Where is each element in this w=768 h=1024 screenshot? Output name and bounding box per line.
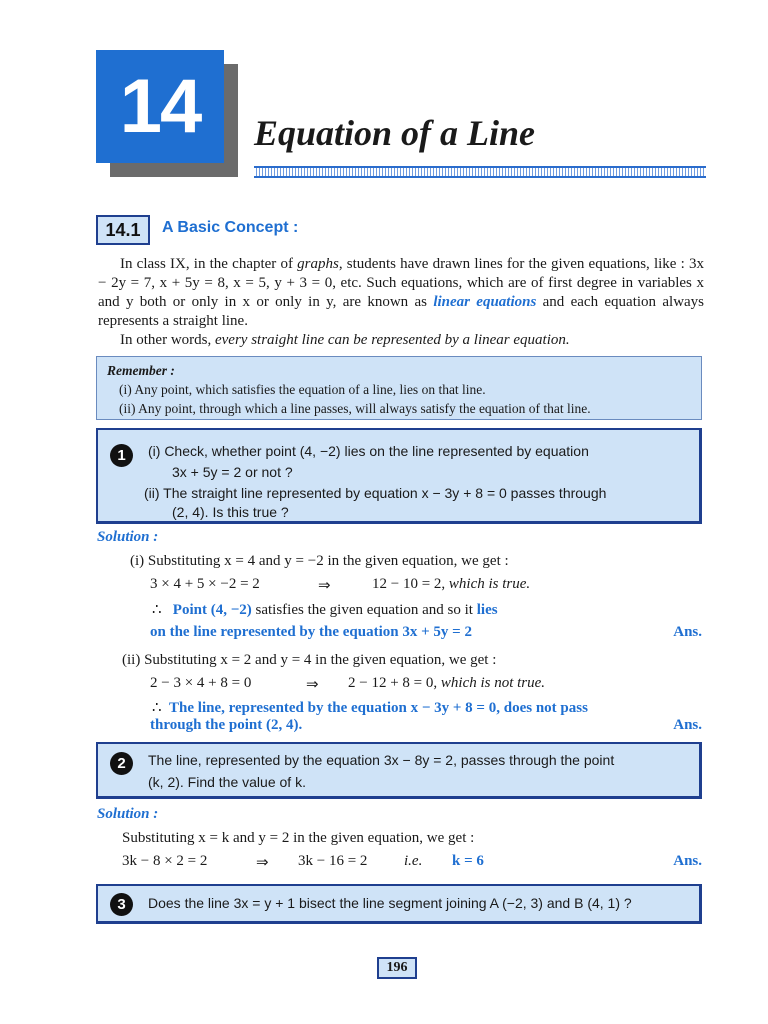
section-number: 14.1 bbox=[96, 215, 150, 245]
chapter-number: 14 bbox=[119, 64, 201, 149]
solution-line: (ii) Substituting x = 2 and y = 4 in the given equation, we get : bbox=[122, 652, 497, 668]
question-number-badge: 1 bbox=[110, 444, 133, 467]
implies-symbol: ⇒ bbox=[256, 855, 269, 871]
solution-heading: Solution : bbox=[97, 806, 159, 822]
section-title: A Basic Concept : bbox=[162, 219, 299, 236]
question-1-box bbox=[96, 428, 702, 524]
question-1-line: (i) Check, whether point (4, −2) lies on the line represented by equation bbox=[148, 443, 589, 459]
solution-italic: which is true. bbox=[448, 576, 531, 592]
implies-symbol: ⇒ bbox=[318, 578, 331, 594]
question-3-box bbox=[96, 884, 702, 924]
answer-label: Ans. bbox=[673, 624, 702, 640]
question-3-line: Does the line 3x = y + 1 bisect the line segment joining A (−2, 3) and B (4, 1) ? bbox=[148, 895, 632, 911]
solution-conclusion: on the line represented by the equation 3x + 5y = 2 bbox=[150, 624, 472, 640]
solution-line: Substituting x = k and y = 2 in the given equation, we get : bbox=[122, 830, 475, 846]
question-2-box bbox=[96, 742, 702, 799]
remember-item: (i) Any point, which satisfies the equation of a line, lies on that line. bbox=[119, 382, 486, 397]
linear-equations-term: linear equations bbox=[433, 294, 537, 310]
solution-conclusion: The line, represented by the equation x − 3y + 8 = 0, does not pass bbox=[169, 700, 588, 716]
solution-highlight: Point (4, −2) bbox=[172, 602, 252, 618]
solution-highlight: lies bbox=[476, 602, 498, 618]
question-2-line: The line, represented by the equation 3x − 8y = 2, passes through the point bbox=[148, 752, 615, 768]
implies-symbol: ⇒ bbox=[306, 677, 319, 693]
solution-line bbox=[372, 576, 530, 593]
remember-item: (ii) Any point, through which a line passes, will always satisfy the equation of that line. bbox=[119, 401, 591, 416]
therefore-symbol: ∴ bbox=[152, 602, 162, 618]
solution-heading: Solution : bbox=[97, 529, 159, 545]
intro-paragraph-2 bbox=[98, 331, 704, 350]
solution-text: satisfies the given equation and so it bbox=[251, 602, 477, 618]
intro-text-b: , students have drawn lines for the given equations, like : 3x − 2y = 7, x + 5y = 8, x = 5, y + 3 = 0, etc. Such equations, which are of first degree in variables x and y both or only in x or only in y, are known as bbox=[98, 256, 704, 310]
solution-result: k = 6 bbox=[452, 853, 484, 869]
intro-p2-b: every straight line can be represented by a linear equation. bbox=[214, 332, 570, 348]
solution-line bbox=[348, 675, 545, 692]
answer-label: Ans. bbox=[673, 717, 702, 733]
solution-italic: which is not true. bbox=[440, 675, 546, 691]
solution-line bbox=[152, 600, 498, 619]
solution-line: (i) Substituting x = 4 and y = −2 in the given equation, we get : bbox=[130, 553, 509, 569]
chapter-number-box bbox=[96, 50, 224, 163]
question-number-badge: 3 bbox=[110, 893, 133, 916]
solution-line: 2 − 3 × 4 + 8 = 0 bbox=[150, 675, 252, 691]
intro-graphs: graphs bbox=[297, 256, 339, 272]
remember-box bbox=[96, 356, 702, 420]
solution-text: i.e. bbox=[404, 853, 423, 869]
solution-text: 2 − 12 + 8 = 0, bbox=[348, 675, 441, 691]
solution-line bbox=[152, 698, 588, 717]
intro-text-a: In class IX, in the chapter of bbox=[120, 256, 298, 272]
title-underline bbox=[254, 166, 706, 178]
question-2-line: (k, 2). Find the value of k. bbox=[148, 774, 306, 790]
solution-line: 3 × 4 + 5 × −2 = 2 bbox=[150, 576, 260, 592]
question-1-line: 3x + 5y = 2 or not ? bbox=[172, 464, 293, 480]
answer-label: Ans. bbox=[673, 853, 702, 869]
therefore-symbol: ∴ bbox=[152, 700, 162, 716]
intro-paragraph bbox=[98, 255, 704, 331]
question-1-line: (ii) The straight line represented by equation x − 3y + 8 = 0 passes through bbox=[144, 485, 607, 501]
intro-p2-a: In other words, bbox=[120, 332, 215, 348]
intro-text-c: and each equation always represents a straight line. bbox=[98, 294, 705, 329]
chapter-title: Equation of a Line bbox=[254, 113, 536, 153]
solution-text: 12 − 10 = 2, bbox=[372, 576, 449, 592]
page-number: 196 bbox=[377, 957, 417, 979]
question-1-line: (2, 4). Is this true ? bbox=[172, 504, 289, 520]
solution-line: 3k − 16 = 2 bbox=[298, 853, 368, 869]
solution-line: 3k − 8 × 2 = 2 bbox=[122, 853, 208, 869]
question-number-badge: 2 bbox=[110, 752, 133, 775]
solution-conclusion: through the point (2, 4). bbox=[150, 717, 303, 733]
remember-heading: Remember : bbox=[107, 363, 175, 378]
